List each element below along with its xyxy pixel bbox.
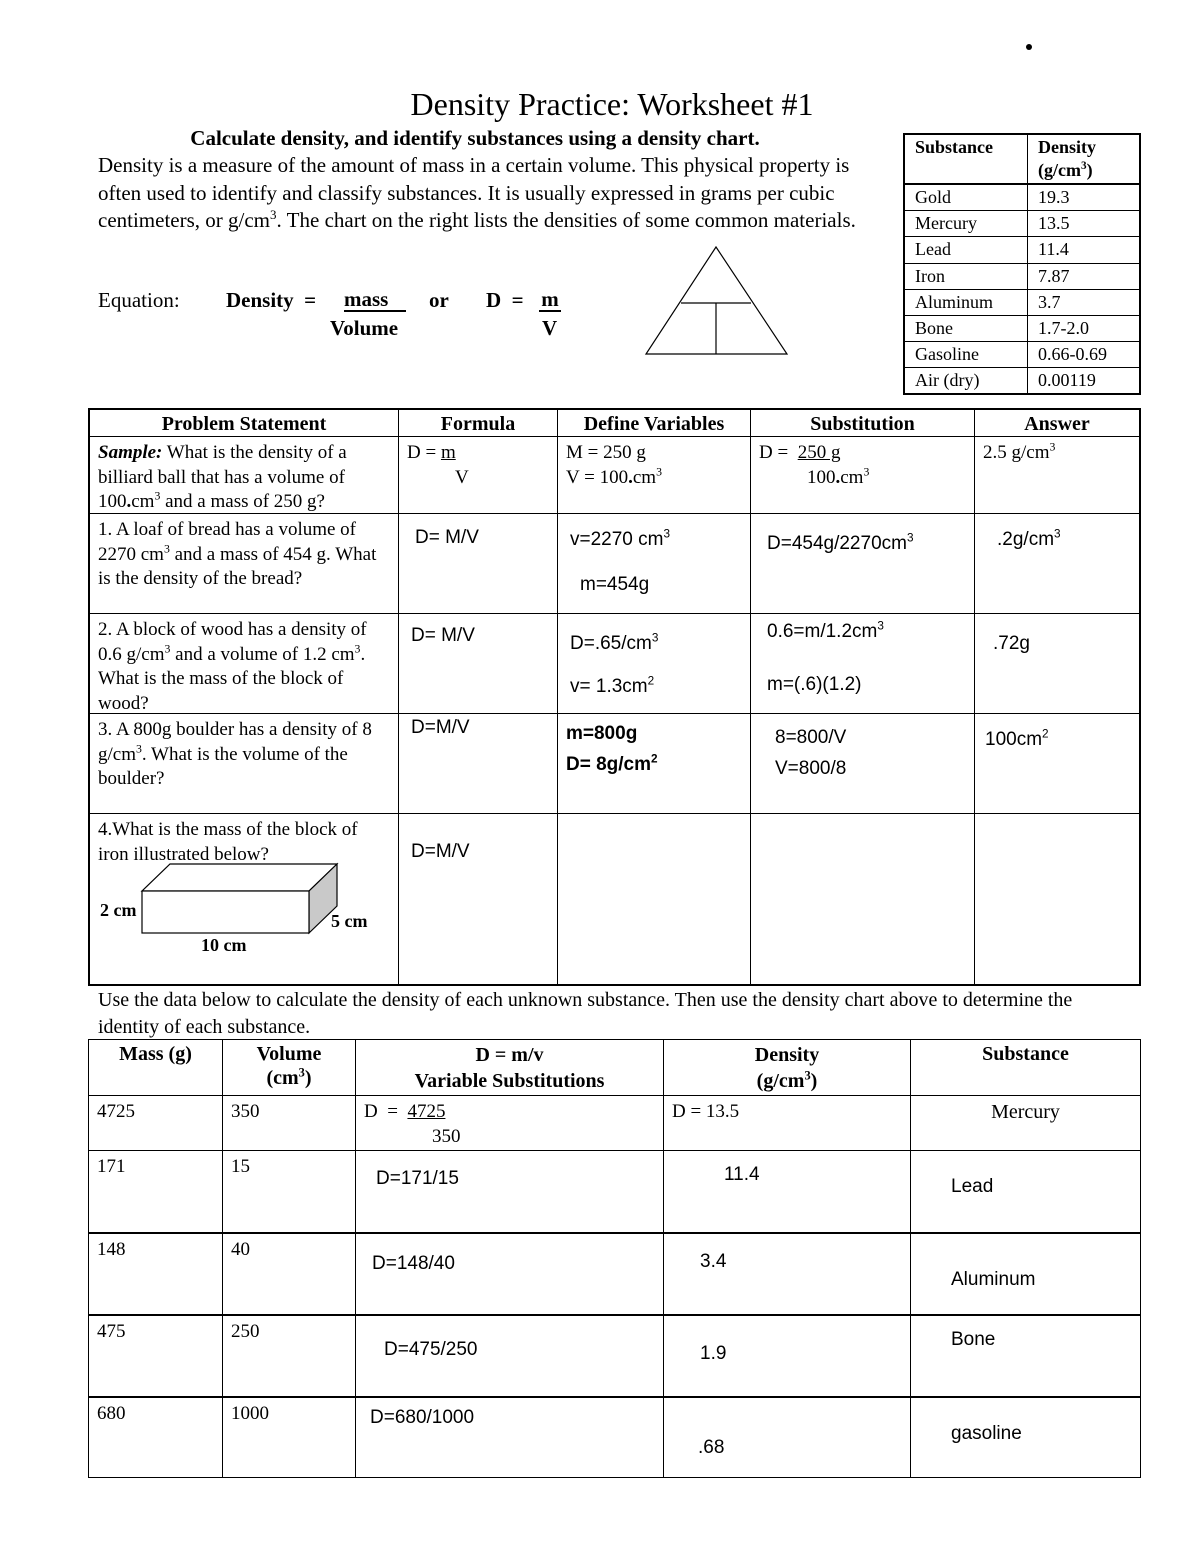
iron-block-diagram bbox=[140, 862, 340, 938]
problem-4-formula: D=M/V bbox=[398, 813, 558, 986]
equation-numerator: mass bbox=[344, 288, 406, 312]
problem-2-variables: $D=.65/cm^3$ $v= 1.3cm^2$ bbox=[557, 613, 751, 714]
sample-problem-statement: Sample: What is the density of a billiard ball that has a volume of $100.cm^3$ and a mass of 250 g? bbox=[88, 436, 399, 514]
unknowns-sample-substitution: D = 4725 350 bbox=[355, 1095, 664, 1151]
problem-3-substitution: 8=800/V V=800/8 bbox=[750, 713, 975, 814]
density-chart-value: 7.87 bbox=[1027, 263, 1141, 290]
density-chart-substance: Bone bbox=[903, 315, 1028, 342]
problem-3-answer: $100cm^2$ bbox=[974, 713, 1141, 814]
unknown-density: 11.4 bbox=[663, 1150, 911, 1233]
problem-3-statement: 3. A 800g boulder has a density of 8 $g/cm^3$. What is the volume of the boulder? bbox=[88, 713, 399, 814]
density-chart-header-substance: Substance bbox=[903, 133, 1028, 185]
problem-4-answer bbox=[974, 813, 1141, 986]
problems-header-variables: Define Variables bbox=[557, 408, 751, 437]
unknown-volume: 15 bbox=[222, 1150, 356, 1233]
unknown-mass: 148 bbox=[88, 1232, 223, 1315]
density-chart-substance: Aluminum bbox=[903, 289, 1028, 316]
problem-4-variables bbox=[557, 813, 751, 986]
problem-3-formula: D=M/V bbox=[398, 713, 558, 814]
density-chart-header-density: Density $(g/cm^3)$ bbox=[1027, 133, 1141, 185]
problem-2-statement: 2. A block of wood has a density of 0.6 $g/cm^3$ and a volume of 1.2 $cm^3$. What is the mass of the block of wood? bbox=[88, 613, 399, 714]
unknown-substance: Lead bbox=[910, 1150, 1141, 1233]
unknowns-instructions: Use the data below to calculate the density of each unknown substance. Then use the density chart above to determine the identity of each substance. bbox=[98, 989, 1073, 1038]
unknown-density: .68 bbox=[663, 1396, 911, 1478]
sample-answer: 2.5 $g/cm^3$ bbox=[974, 436, 1141, 514]
density-chart-value: 3.7 bbox=[1027, 289, 1141, 316]
block-length-label: 10 cm bbox=[201, 935, 247, 955]
unknown-mass: 171 bbox=[88, 1150, 223, 1233]
density-chart-substance: Gold bbox=[903, 184, 1028, 211]
page-subtitle: Calculate density, and identify substances using a density chart. bbox=[190, 126, 760, 150]
unknowns-header-substance: Substance bbox=[910, 1039, 1141, 1096]
density-chart-substance: Mercury bbox=[903, 210, 1028, 237]
density-chart-value: 0.00119 bbox=[1027, 367, 1141, 394]
unknown-substitution: D=148/40 bbox=[355, 1232, 664, 1315]
problem-2-substitution: $0.6=m/1.2cm^3$ m=(.6)(1.2) bbox=[750, 613, 975, 714]
problem-4-statement: 4.What is the mass of the block of iron illustrated below? bbox=[88, 813, 399, 986]
unknown-substance: gasoline bbox=[910, 1396, 1141, 1478]
unknown-density: 1.9 bbox=[663, 1314, 911, 1397]
problem-1-statement: 1. A loaf of bread has a volume of 2270 $cm^3$ and a mass of 454 g. What is the density of the bread? bbox=[88, 513, 399, 614]
sample-formula: D = m V bbox=[398, 436, 558, 514]
density-chart-substance: Air (dry) bbox=[903, 367, 1028, 394]
equation-short-numerator: m bbox=[539, 288, 561, 312]
problem-2-answer: .72g bbox=[974, 613, 1141, 714]
unknowns-header-density: Density $(g/cm^3)$ bbox=[663, 1039, 911, 1096]
density-chart-value: 1.7-2.0 bbox=[1027, 315, 1141, 342]
intro-paragraph: Density is a measure of the amount of mass in a certain volume. This physical property is often used to identify and classify substances. It is usually expressed in grams per cubic centimeters, or $g/cm^3$. The chart on the right lists the densities of some common materials. bbox=[98, 153, 856, 232]
sample-variables: M = 250 g $V = 100.cm^3$ bbox=[557, 436, 751, 514]
unknown-mass: 680 bbox=[88, 1396, 223, 1478]
problem-1-formula: D= M/V bbox=[398, 513, 558, 614]
corner-dot bbox=[1026, 44, 1032, 50]
unknowns-sample-density: D = 13.5 bbox=[663, 1095, 911, 1151]
density-chart-value: 11.4 bbox=[1027, 236, 1141, 263]
block-depth-label: 5 cm bbox=[331, 911, 368, 931]
equation-denominator: Volume bbox=[330, 316, 399, 340]
density-triangle-diagram bbox=[644, 245, 790, 357]
unknowns-sample-substance: Mercury bbox=[910, 1095, 1141, 1151]
unknowns-header-volume: Volume $(cm^3)$ bbox=[222, 1039, 356, 1096]
unknown-volume: 250 bbox=[222, 1314, 356, 1397]
unknown-substance: Aluminum bbox=[910, 1232, 1141, 1315]
unknowns-sample-volume: 350 bbox=[222, 1095, 356, 1151]
problems-header-substitution: Substitution bbox=[750, 408, 975, 437]
unknown-substitution: D=171/15 bbox=[355, 1150, 664, 1233]
unknowns-sample-mass: 4725 bbox=[88, 1095, 223, 1151]
unknown-volume: 40 bbox=[222, 1232, 356, 1315]
density-chart-substance: Iron bbox=[903, 263, 1028, 290]
equation-short-denominator: V bbox=[542, 316, 558, 340]
density-chart-substance: Lead bbox=[903, 236, 1028, 263]
density-chart-value: 0.66-0.69 bbox=[1027, 341, 1141, 368]
problem-1-variables: v=2270 $cm^3$ m=454g bbox=[557, 513, 751, 614]
page-title: Density Practice: Worksheet #1 bbox=[410, 86, 814, 122]
unknown-substitution: D=680/1000 bbox=[355, 1396, 664, 1478]
density-chart-value: 13.5 bbox=[1027, 210, 1141, 237]
unknown-substance: Bone bbox=[910, 1314, 1141, 1397]
sample-substitution: D = 250 g $100.cm^3$ bbox=[750, 436, 975, 514]
problem-1-substitution: $D=454g/2270cm^3$ bbox=[750, 513, 975, 614]
unknown-volume: 1000 bbox=[222, 1396, 356, 1478]
unknown-density: 3.4 bbox=[663, 1232, 911, 1315]
unknown-substitution: D=475/250 bbox=[355, 1314, 664, 1397]
problem-1-answer: $.2g/cm^3$ bbox=[974, 513, 1141, 614]
problem-4-substitution bbox=[750, 813, 975, 986]
unknowns-header-mass: Mass (g) bbox=[88, 1039, 223, 1096]
equation-or: or bbox=[429, 288, 449, 312]
density-chart-value: 19.3 bbox=[1027, 184, 1141, 211]
problems-header-formula: Formula bbox=[398, 408, 558, 437]
problems-header-statement: Problem Statement bbox=[88, 408, 399, 437]
equation-short-left: D = bbox=[486, 288, 524, 312]
problems-header-answer: Answer bbox=[974, 408, 1141, 437]
block-height-label: 2 cm bbox=[100, 900, 137, 920]
unknowns-header-formula: D = m/v Variable Substitutions bbox=[355, 1039, 664, 1096]
equation-density-left: Density = bbox=[226, 288, 317, 312]
unknown-mass: 475 bbox=[88, 1314, 223, 1397]
equation-label: Equation: bbox=[98, 288, 180, 312]
problem-3-variables: m=800g $D= 8g/cm^2$ bbox=[557, 713, 751, 814]
density-chart-substance: Gasoline bbox=[903, 341, 1028, 368]
problem-2-formula: D= M/V bbox=[398, 613, 558, 714]
